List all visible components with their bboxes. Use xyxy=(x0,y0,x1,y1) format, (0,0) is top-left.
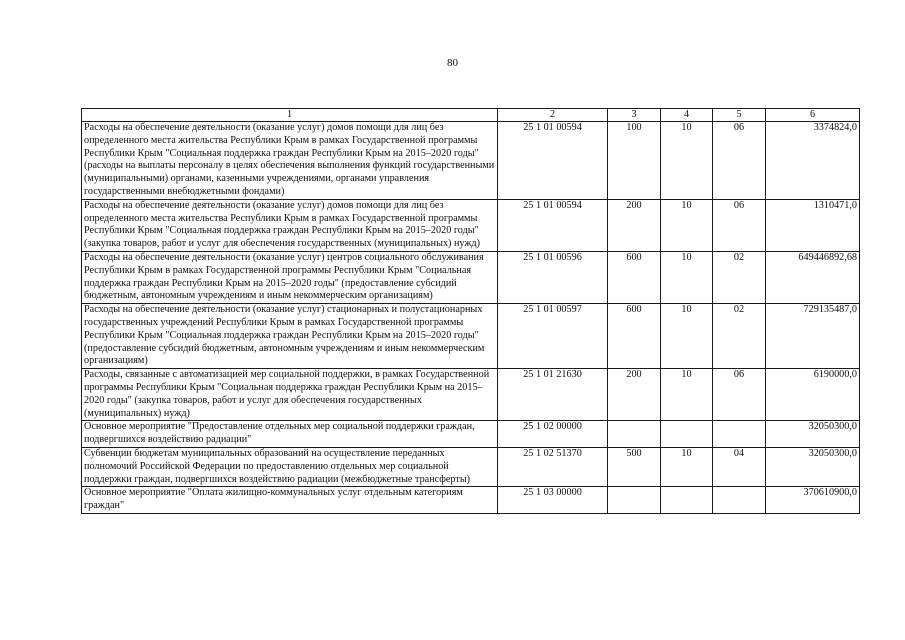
table-row xyxy=(82,369,860,421)
row-amount: 729135487,0 xyxy=(766,304,860,369)
row-expense-type: 500 xyxy=(608,447,661,486)
row-name: Расходы, связанные с автоматизацией мер социальной поддержки, в рамках Государственной программы Республики Крым "Социальная поддержка граждан Республики Крым на 2015–2020 годы" (закупка товаров, работ и услуг для обеспечения государственных (муниципальных) нужд) xyxy=(82,369,498,421)
table-row xyxy=(82,304,860,369)
table-row xyxy=(82,251,860,303)
row-subsection: 06 xyxy=(713,199,766,251)
table-row xyxy=(82,199,860,251)
row-section: 10 xyxy=(661,447,713,486)
page-number: 80 xyxy=(447,57,458,69)
row-amount: 1310471,0 xyxy=(766,199,860,251)
row-expense-type: 600 xyxy=(608,251,661,303)
row-expense-type: 200 xyxy=(608,199,661,251)
row-subsection: 06 xyxy=(713,122,766,200)
row-section: 10 xyxy=(661,304,713,369)
row-code: 25 1 03 00000 xyxy=(498,487,608,514)
table-row xyxy=(82,487,860,514)
row-name: Основное мероприятие "Оплата жилищно-коммунальных услуг отдельным категориям граждан" xyxy=(82,487,498,514)
row-subsection: 02 xyxy=(713,251,766,303)
row-name: Расходы на обеспечение деятельности (оказание услуг) домов помощи для лиц без определенного места жительства Республики Крым в рамках Государственной программы Республики Крым "Социальная поддержка граждан Республики Крым на 2015–2020 годы" (закупка товаров, работ и услуг для обеспечения государственных (муниципальных) нужд) xyxy=(82,199,498,251)
row-section: 10 xyxy=(661,251,713,303)
row-subsection: 06 xyxy=(713,369,766,421)
row-subsection xyxy=(713,487,766,514)
row-section xyxy=(661,487,713,514)
row-expense-type xyxy=(608,487,661,514)
row-amount: 6190000,0 xyxy=(766,369,860,421)
header-col-6: 6 xyxy=(766,109,860,122)
row-amount: 3374824,0 xyxy=(766,122,860,200)
header-col-4: 4 xyxy=(661,109,713,122)
row-section: 10 xyxy=(661,199,713,251)
row-section xyxy=(661,421,713,448)
row-amount: 32050300,0 xyxy=(766,447,860,486)
budget-table xyxy=(81,108,860,514)
row-section: 10 xyxy=(661,122,713,200)
row-code: 25 1 01 00596 xyxy=(498,251,608,303)
header-col-3: 3 xyxy=(608,109,661,122)
row-expense-type: 600 xyxy=(608,304,661,369)
table-row xyxy=(82,122,860,200)
row-subsection: 02 xyxy=(713,304,766,369)
row-subsection: 04 xyxy=(713,447,766,486)
row-name: Расходы на обеспечение деятельности (оказание услуг) центров социального обслуживания Республики Крым в рамках Государственной программы Республики Крым "Социальная поддержка граждан Республики Крым на 2015–2020 годы" (предоставление субсидий бюджетным, автономным учреждениям и иным некоммерческим организациям) xyxy=(82,251,498,303)
row-code: 25 1 01 00594 xyxy=(498,122,608,200)
header-col-2: 2 xyxy=(498,109,608,122)
header-col-5: 5 xyxy=(713,109,766,122)
row-name: Основное мероприятие "Предоставление отдельных мер социальной поддержки граждан, подвергшихся воздействию радиации" xyxy=(82,421,498,448)
row-code: 25 1 02 51370 xyxy=(498,447,608,486)
row-section: 10 xyxy=(661,369,713,421)
row-name: Расходы на обеспечение деятельности (оказание услуг) стационарных и полустационарных государственных учреждений Республики Крым в рамках Государственной программы Республики Крым "Социальная поддержка граждан Республики Крым на 2015–2020 годы" (предоставление субсидий бюджетным, автономным учреждениям и иным некоммерческим организациям) xyxy=(82,304,498,369)
row-code: 25 1 01 00597 xyxy=(498,304,608,369)
row-code: 25 1 02 00000 xyxy=(498,421,608,448)
row-subsection xyxy=(713,421,766,448)
row-amount: 370610900,0 xyxy=(766,487,860,514)
row-name: Субвенции бюджетам муниципальных образований на осуществление переданных полномочий Российской Федерации по предоставлению отдельных мер социальной поддержки граждан, подвергшихся воздействию радиации (межбюджетные трансферты) xyxy=(82,447,498,486)
row-expense-type: 200 xyxy=(608,369,661,421)
header-row xyxy=(82,109,860,122)
row-code: 25 1 01 00594 xyxy=(498,199,608,251)
row-expense-type: 100 xyxy=(608,122,661,200)
table-row xyxy=(82,421,860,448)
header-col-1: 1 xyxy=(82,109,498,122)
row-amount: 32050300,0 xyxy=(766,421,860,448)
table-row xyxy=(82,447,860,486)
row-amount: 649446892,68 xyxy=(766,251,860,303)
row-expense-type xyxy=(608,421,661,448)
row-name: Расходы на обеспечение деятельности (оказание услуг) домов помощи для лиц без определенного места жительства Республики Крым в рамках Государственной программы Республики Крым "Социальная поддержка граждан Республики Крым на 2015–2020 годы" (расходы на выплаты персоналу в целях обеспечения выполнения функций государственными (муниципальными) органами, казенными учреждениями, органами управления государственными внебюджетными фондами) xyxy=(82,122,498,200)
row-code: 25 1 01 21630 xyxy=(498,369,608,421)
